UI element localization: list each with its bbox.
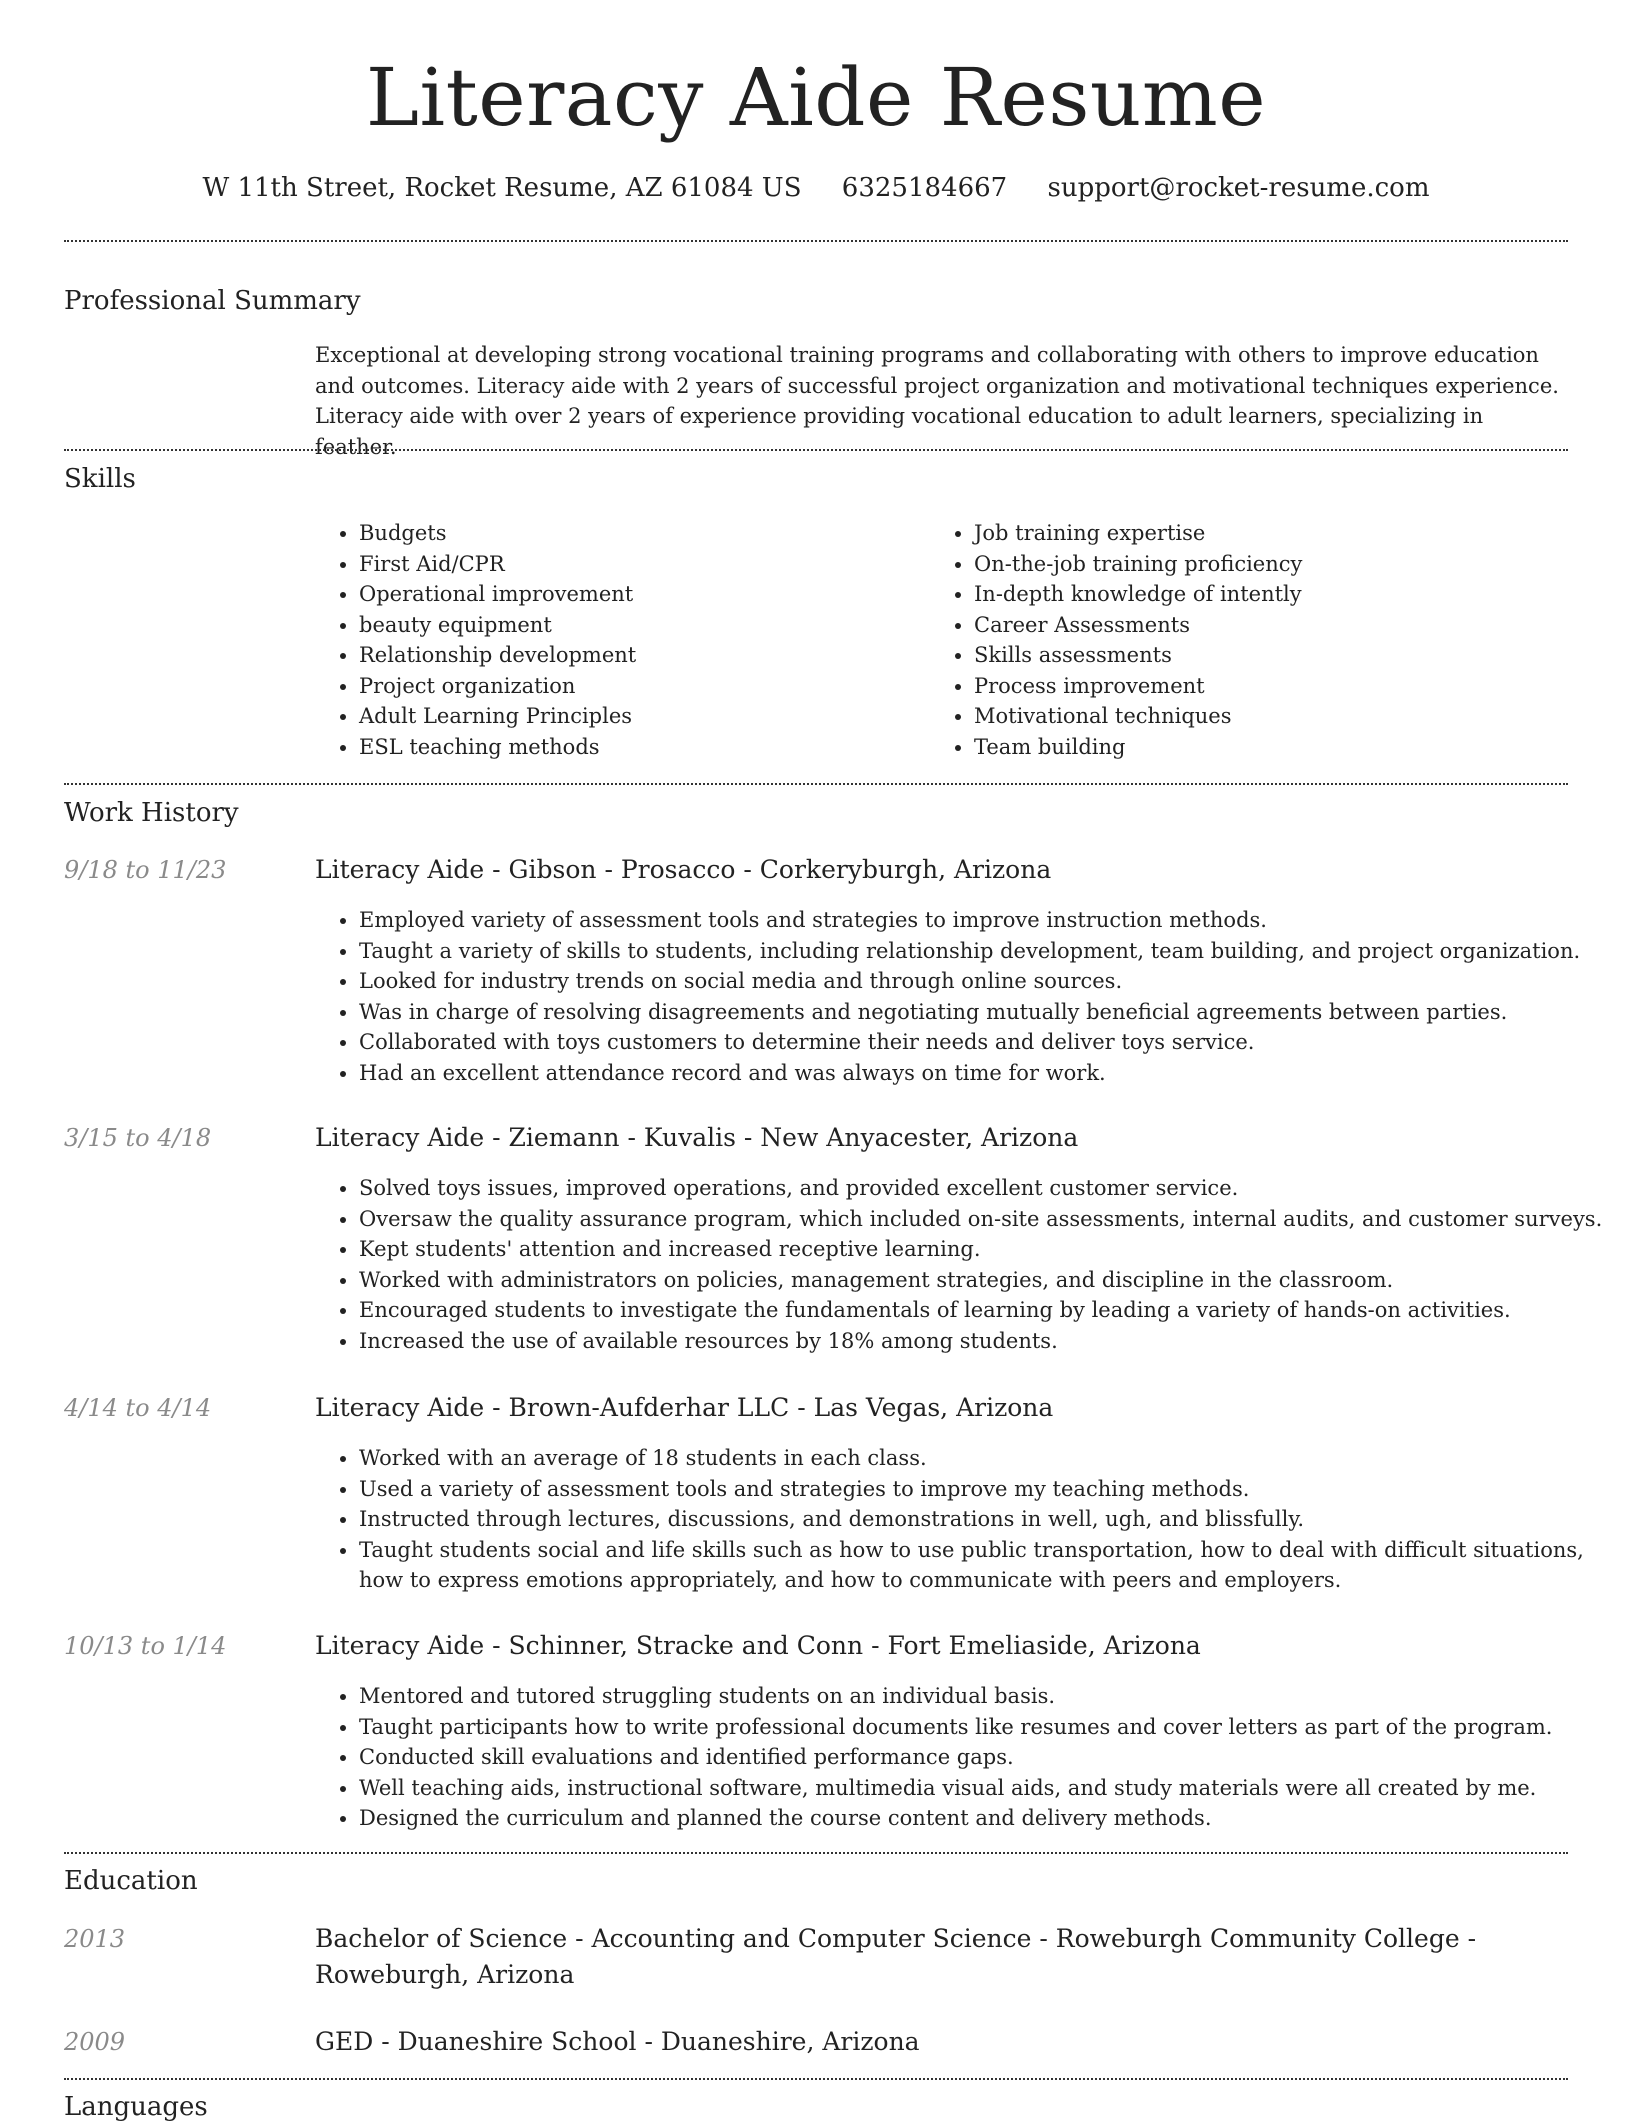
job-bullets — [315, 905, 1612, 1088]
contact-email: support@rocket-resume.com — [1047, 173, 1430, 203]
skill-item: • In-depth knowledge of intently — [974, 579, 1594, 610]
skill-item: • First Aid/CPR — [359, 549, 919, 580]
skill-item: • Job training expertise — [974, 518, 1594, 549]
divider-summary — [64, 449, 1568, 451]
skill-item: • ESL teaching methods — [359, 732, 919, 763]
job-bullet: • Increased the use of available resources by 18% among students. — [359, 1326, 1612, 1357]
skill-item: • Adult Learning Principles — [359, 701, 919, 732]
education-year: 2013 — [64, 1925, 126, 1953]
job-bullet: • Solved toys issues, improved operations, and provided excellent customer service. — [359, 1173, 1612, 1204]
job-bullet: • Had an excellent attendance record and was always on time for work. — [359, 1058, 1612, 1089]
job-bullet: • Was in charge of resolving disagreements and negotiating mutually beneficial agreements between parties. — [359, 997, 1612, 1028]
job-title: Literacy Aide - Gibson - Prosacco - Corkeryburgh, Arizona — [315, 855, 1052, 884]
section-title-education: Education — [64, 1866, 198, 1896]
skill-item: • Skills assessments — [974, 640, 1594, 671]
education-degree: Bachelor of Science - Accounting and Computer Science - Roweburgh Community College - Roweburgh, Arizona — [315, 1924, 1477, 1989]
job-bullet: • Instructed through lectures, discussions, and demonstrations in well, ugh, and blissfully. — [359, 1504, 1612, 1535]
resume-title: Literacy Aide Resume — [365, 51, 1267, 144]
skill-item: • Project organization — [359, 671, 919, 702]
job-bullets — [315, 1443, 1612, 1596]
divider-skills — [64, 783, 1568, 785]
contact-address: W 11th Street, Rocket Resume, AZ 61084 US — [202, 173, 802, 203]
job-dates: 3/15 to 4/18 — [64, 1124, 212, 1152]
contact-line — [64, 170, 1568, 206]
job-bullet: • Encouraged students to investigate the fundamentals of learning by leading a variety of hands-on activities. — [359, 1295, 1612, 1326]
skill-item: • beauty equipment — [359, 610, 919, 641]
skill-item: • Motivational techniques — [974, 701, 1594, 732]
job-bullet: • Well teaching aids, instructional software, multimedia visual aids, and study materials were all created by me. — [359, 1773, 1612, 1804]
summary-text: Exceptional at developing strong vocational training programs and collaborating with others to improve education and outcomes. Literacy aide with 2 years of successful project organization and motivational techniques experience. Literacy aide with over 2 years of experience providing vocational education to adult learners, specializing in feather. — [315, 343, 1559, 459]
skill-item: • Budgets — [359, 518, 919, 549]
job-title: Literacy Aide - Ziemann - Kuvalis - New Anyacester, Arizona — [315, 1123, 1079, 1152]
skill-item: • On-the-job training proficiency — [974, 549, 1594, 580]
skills-list-right — [930, 518, 1594, 762]
job-dates: 9/18 to 11/23 — [64, 856, 227, 884]
skill-item: • Process improvement — [974, 671, 1594, 702]
job-dates: 10/13 to 1/14 — [64, 1632, 227, 1660]
job-bullet: • Used a variety of assessment tools and strategies to improve my teaching methods. — [359, 1474, 1612, 1505]
job-bullet: • Taught participants how to write professional documents like resumes and cover letters as part of the program. — [359, 1712, 1612, 1743]
skill-item: • Operational improvement — [359, 579, 919, 610]
job-bullet: • Oversaw the quality assurance program, which included on-site assessments, internal audits, and customer surveys. — [359, 1204, 1612, 1235]
job-bullets — [315, 1173, 1612, 1356]
section-title-summary: Professional Summary — [64, 286, 361, 316]
divider-header — [64, 240, 1568, 242]
job-bullet: • Mentored and tutored struggling students on an individual basis. — [359, 1681, 1612, 1712]
job-bullet: • Collaborated with toys customers to determine their needs and deliver toys service. — [359, 1027, 1612, 1058]
section-title-languages: Languages — [64, 2092, 208, 2122]
education-year: 2009 — [64, 2028, 126, 2056]
skill-item: • Team building — [974, 732, 1594, 763]
job-bullet: • Designed the curriculum and planned the course content and delivery methods. — [359, 1803, 1612, 1834]
job-title: Literacy Aide - Schinner, Stracke and Conn - Fort Emeliaside, Arizona — [315, 1631, 1201, 1660]
job-bullet: • Taught a variety of skills to students, including relationship development, team building, and project organization. — [359, 936, 1612, 967]
divider-education — [64, 2078, 1568, 2080]
contact-phone: 6325184667 — [841, 173, 1008, 203]
resume-page — [64, 0, 1603, 2122]
education-degree: GED - Duaneshire School - Duaneshire, Arizona — [315, 2027, 920, 2056]
job-title: Literacy Aide - Brown-Aufderhar LLC - Las Vegas, Arizona — [315, 1393, 1054, 1422]
job-bullet: • Conducted skill evaluations and identified performance gaps. — [359, 1742, 1612, 1773]
job-bullet: • Worked with administrators on policies, management strategies, and discipline in the classroom. — [359, 1265, 1612, 1296]
job-bullet: • Kept students' attention and increased receptive learning. — [359, 1234, 1612, 1265]
divider-work — [64, 1852, 1568, 1854]
job-bullets — [315, 1681, 1612, 1834]
skills-list-left — [315, 518, 919, 762]
job-dates: 4/14 to 4/14 — [64, 1394, 212, 1422]
skill-item: • Relationship development — [359, 640, 919, 671]
section-title-work: Work History — [64, 798, 239, 828]
section-title-skills: Skills — [64, 464, 136, 494]
job-bullet: • Employed variety of assessment tools and strategies to improve instruction methods. — [359, 905, 1612, 936]
job-bullet: • Worked with an average of 18 students in each class. — [359, 1443, 1612, 1474]
skill-item: • Career Assessments — [974, 610, 1594, 641]
job-bullet: • Looked for industry trends on social media and through online sources. — [359, 966, 1612, 997]
job-bullet: • Taught students social and life skills such as how to use public transportation, how to deal with difficult situations, how to express emotions appropriately, and how to communicate with peers and employers. — [359, 1535, 1612, 1596]
